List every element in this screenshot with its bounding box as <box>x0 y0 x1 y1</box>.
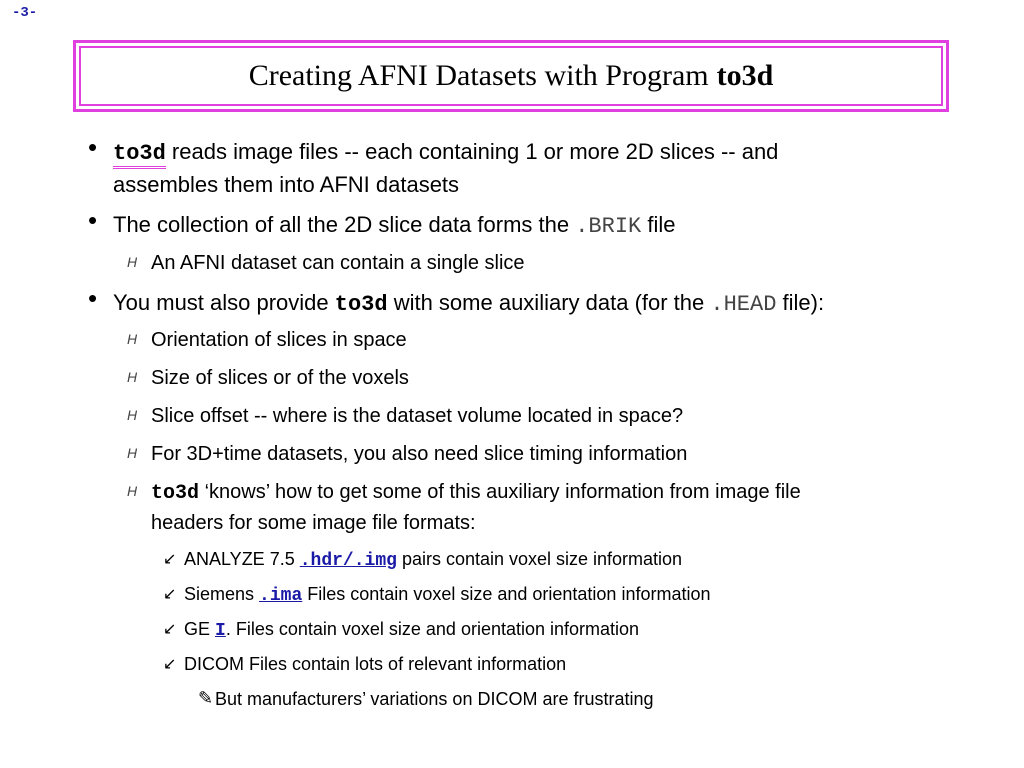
code-i-link[interactable]: I <box>215 621 226 641</box>
bullet-3-5-2: Siemens .ima Files contain voxel size and orientation information <box>184 584 711 606</box>
arrow-marker-icon: ↙ <box>163 551 177 568</box>
title-bold-program: to3d <box>716 59 774 92</box>
bullet-3: You must also provide to3d with some auxiliary data (for the .HEAD file): <box>113 290 825 317</box>
bullet-2: The collection of all the 2D slice data forms the .BRIK file <box>113 212 676 239</box>
pen-marker-icon: ✎ <box>198 688 214 708</box>
arrow-marker-icon: ↙ <box>163 621 177 638</box>
sub-bullet-marker: H <box>127 407 138 423</box>
bullet-3-2: Size of slices or of the voxels <box>151 367 409 389</box>
arrow-marker-icon: ↙ <box>163 656 177 673</box>
bullet-3-5-line-1: to3d ‘knows’ how to get some of this auxiliary information from image file <box>151 481 801 505</box>
bullet-3-3: Slice offset -- where is the dataset volume located in space? <box>151 405 684 427</box>
sub-bullet-marker: H <box>127 483 138 499</box>
bullet-3-5-1: ANALYZE 7.5 .hdr/.img pairs contain voxel size information <box>184 549 683 571</box>
arrow-marker-icon: ↙ <box>163 586 177 603</box>
page-number: -3- <box>12 5 38 21</box>
bullet-3-5-3: GE I. Files contain voxel size and orientation information <box>184 619 640 641</box>
sub-bullet-marker: H <box>127 445 138 461</box>
bullet-3-1: Orientation of slices in space <box>151 329 407 351</box>
code-to3d: to3d <box>151 482 200 505</box>
bullet-marker: • <box>88 132 98 162</box>
sub-bullet-marker: H <box>127 369 138 385</box>
bullet-3-5-4-1: But manufacturers’ variations on DICOM are frustrating <box>215 689 654 709</box>
page-title <box>79 46 943 106</box>
code-head: .HEAD <box>710 292 777 317</box>
bullet-3-5-4: DICOM Files contain lots of relevant information <box>184 654 567 674</box>
sub-bullet-marker: H <box>127 331 138 347</box>
code-ima-link[interactable]: .ima <box>259 586 303 606</box>
code-brik: .BRIK <box>575 214 642 239</box>
code-to3d: to3d <box>334 292 388 317</box>
bullet-marker: • <box>88 205 98 235</box>
title-frame <box>73 40 949 112</box>
title-text: Creating AFNI Datasets with Program <box>248 59 709 92</box>
sub-bullet-marker: H <box>127 254 138 270</box>
bullet-2-1: An AFNI dataset can contain a single slice <box>151 252 525 274</box>
bullet-1-line-1: to3d reads image files -- each containing 1 or more 2D slices -- and <box>113 135 778 170</box>
code-hdr-img-link[interactable]: .hdr/.img <box>299 551 397 571</box>
bullet-3-4: For 3D+time datasets, you also need slice timing information <box>151 443 688 465</box>
bullet-3-5-line-2: headers for some image file formats: <box>151 512 476 534</box>
bullet-marker: • <box>88 283 98 313</box>
bullet-1-line-2: assembles them into AFNI datasets <box>113 172 460 197</box>
code-to3d: to3d <box>113 141 166 169</box>
